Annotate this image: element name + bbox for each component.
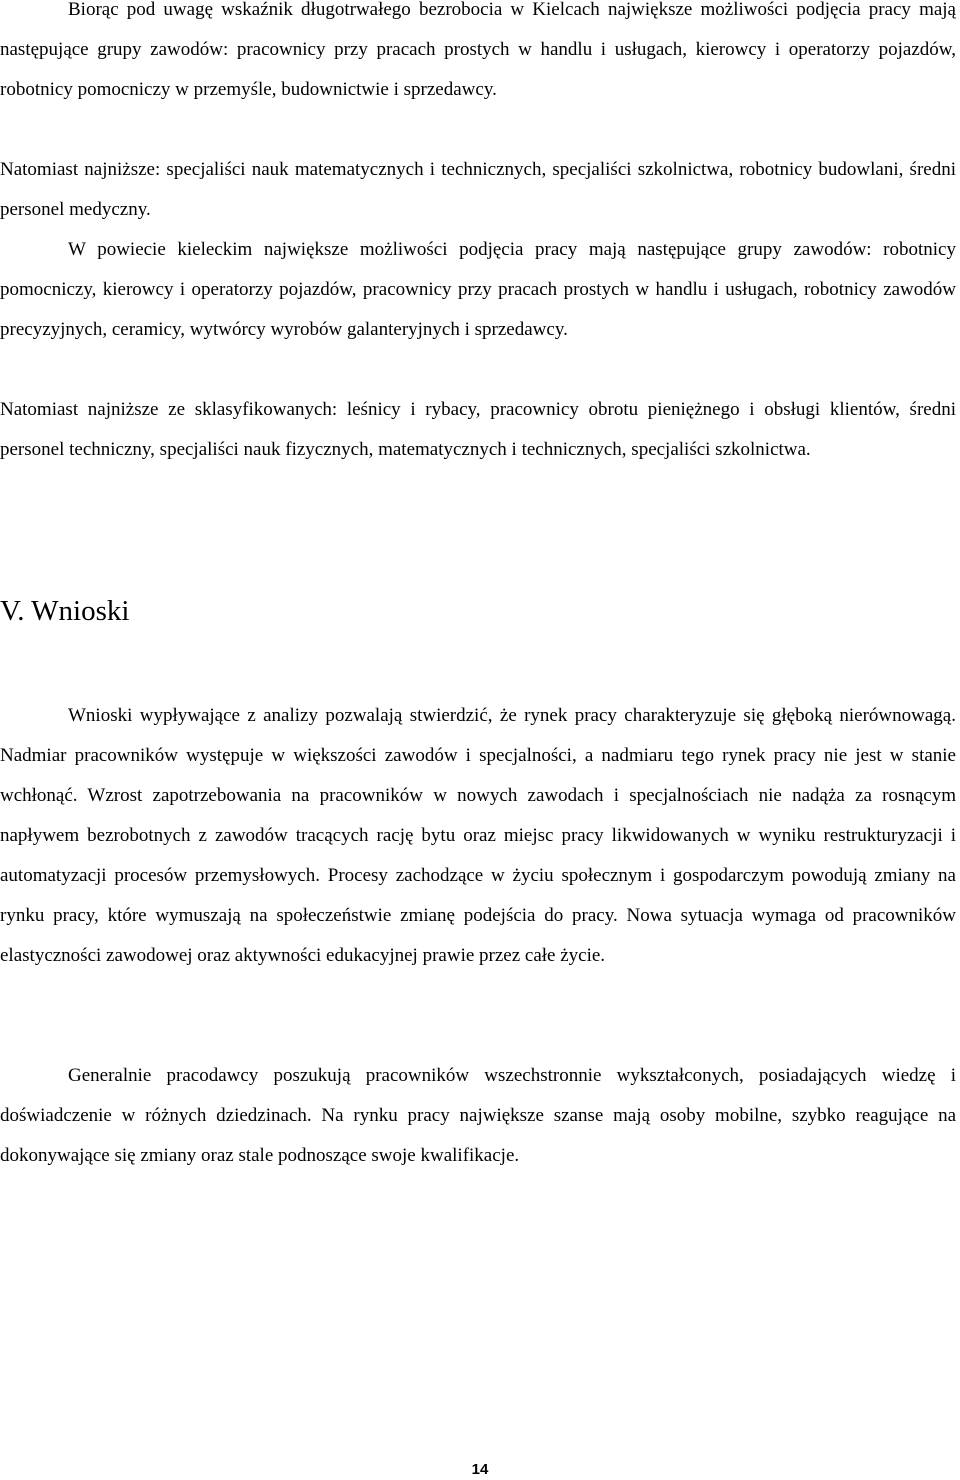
paragraph-kielecki-county-lowest-opportunities: Natomiast najniższe ze sklasyfikowanych: leśnicy i rybacy, pracownicy obrotu pieniężnego i obsługi klientów, średni personel techniczny, specjaliści nauk fizycznych, matematycznych i technicznych, specjaliści szkolnictwa. xyxy=(0,399,956,460)
paragraph-conclusions: Wnioski wypływające z analizy pozwalają stwierdzić, że rynek pracy charakteryzuje się głęboką nierównowagą. Nadmiar pracowników występuje w większości zawodów i specjalności, a nadmiaru tego rynek pracy nie jest w stanie wchłonąć. Wzrost zapotrzebowania na pracowników w nowych zawodach i specjalnościach nie nadąża za rosnącym napływem bezrobotnych z zawodów tracących rację bytu oraz miejsc pracy likwidowanych w wyniku restrukturyzacji i automatyzacji procesów przemysłowych. Procesy zachodzące w życiu społecznym i gospodarczym powodują zmiany na rynku pracy, które wymuszają na społeczeństwie zmianę podejścia do pracy. Nowa sytuacja wymaga od pracowników elastyczności zawodowej oraz aktywności edukacyjnej prawie przez całe życie. xyxy=(0,705,956,966)
paragraph-kielce-lowest-opportunities: Natomiast najniższe: specjaliści nauk matematycznych i technicznych, specjaliści szkolnictwa, robotnicy budowlani, średni personel medyczny. xyxy=(0,159,956,220)
paragraph-employers: Generalnie pracodawcy poszukują pracowników wszechstronnie wykształconych, posiadających wiedzę i doświadczenie w różnych dziedzinach. Na rynku pracy największe szanse mają osoby mobilne, szybko reagujące na dokonywające się zmiany oraz stale podnoszące swoje kwalifikacje. xyxy=(0,1065,956,1166)
page-number: 14 xyxy=(471,1461,489,1478)
paragraph-kielecki-county-best-opportunities: W powiecie kieleckim największe możliwości podjęcia pracy mają następujące grupy zawodów: robotnicy pomocniczy, kierowcy i operatorzy pojazdów, pracownicy przy pracach prostych w handlu i usługach, robotnicy zawodów precyzyjnych, ceramicy, wytwórcy wyrobów galanteryjnych i sprzedawcy. xyxy=(0,239,956,340)
section-heading: V. Wnioski xyxy=(0,595,130,627)
paragraph-kielce-best-opportunities: Biorąc pod uwagę wskaźnik długotrwałego bezrobocia w Kielcach największe możliwości podjęcia pracy mają następujące grupy zawodów: pracownicy przy pracach prostych w handlu i usługach, kierowcy i operatorzy pojazdów, robotnicy pomocniczy w przemyśle, budownictwie i sprzedawcy. xyxy=(0,0,956,100)
